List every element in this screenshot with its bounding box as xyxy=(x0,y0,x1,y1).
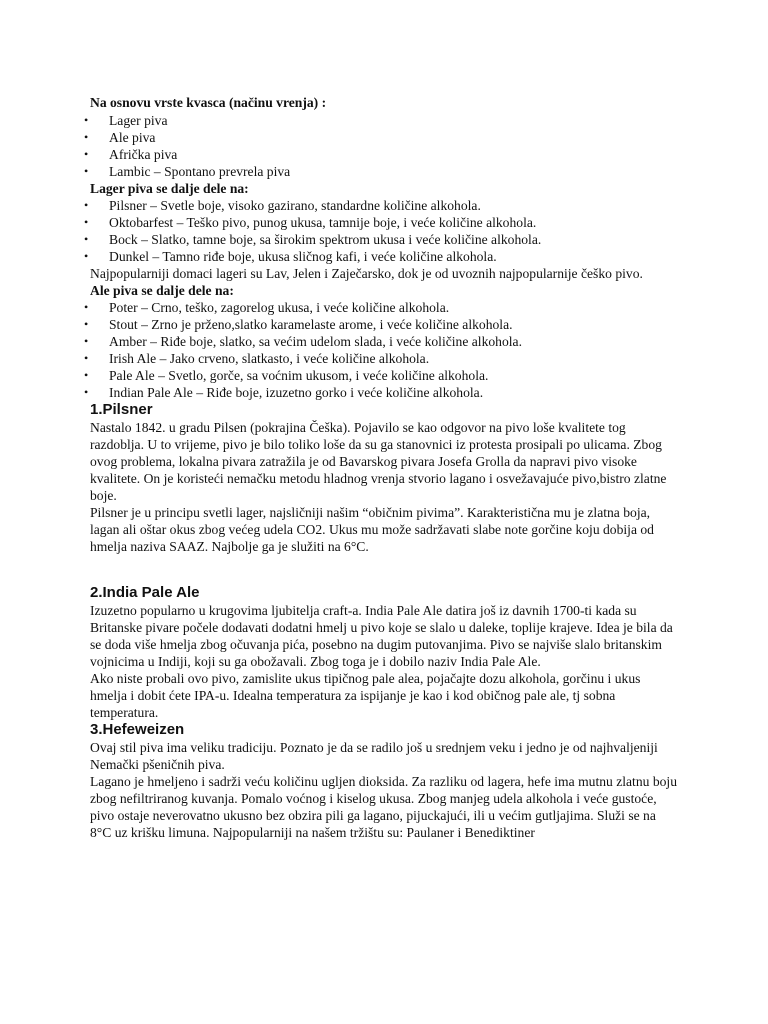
document-page xyxy=(90,94,680,841)
section-paragraph: Ako niste probali ovo pivo, zamislite ukus tipičnog pale alea, pojačajte dozu alkohola, gorčinu i ukus hmelja i dobit ćete IPA-u. Idealna temperatura za ispijanje je kao i kod običnog pale ale, tj sobna temperatura. xyxy=(90,671,641,720)
list-item: • Lambic – Spontano prevrela piva xyxy=(90,163,680,180)
list-item: • Poter – Crno, teško, zagorelog ukusa, i veće količine alkohola. xyxy=(90,299,680,316)
list-item: • Irish Ale – Jako crveno, slatkasto, i veće količine alkohola. xyxy=(90,350,680,367)
lager-list xyxy=(90,197,680,265)
section-title: 1.Pilsner xyxy=(90,401,153,418)
ale-heading: Ale piva se dalje dele na: xyxy=(90,283,234,298)
lager-heading: Lager piva se dalje dele na: xyxy=(90,181,249,196)
list-item: • Amber – Riđe boje, slatko, sa većim udelom slada, i veće količine alkohola. xyxy=(90,333,680,350)
list-item: • Ale piva xyxy=(90,129,680,146)
section-paragraph: Ovaj stil piva ima veliku tradiciju. Poznato je da se radilo još u srednjem veku i jedno je od najhvaljeniji Nemački pšeničnih piva. xyxy=(90,740,658,772)
list-item: • Lager piva xyxy=(90,112,680,129)
list-item: • Indian Pale Ale – Riđe boje, izuzetno gorko i veće količine alkohola. xyxy=(90,384,680,401)
lager-note: Najpopularniji domaci lageri su Lav, Jelen i Zaječarsko, dok je od uvoznih najpopularnije češko pivo. xyxy=(90,266,643,281)
section-paragraph: Pilsner je u principu svetli lager, najsličniji našim “običnim pivima”. Karakteristična mu je zlatna boja, lagan ali oštar okus zbog većeg udela CO2. Ukus mu može sadržavati slabe note gorčine koju dobija od hmelja naziva SAAZ. Najbolje ga je služiti na 6°C. xyxy=(90,505,654,554)
list-item: • Dunkel – Tamno riđe boje, ukusa sličnog kafi, i veće količine alkohola. xyxy=(90,248,680,265)
section-title: 2.India Pale Ale xyxy=(90,584,200,601)
intro-heading: Na osnovu vrste kvasca (načinu vrenja) : xyxy=(90,95,327,110)
section-paragraph: Lagano je hmeljeno i sadrži veću količinu ugljen dioksida. Za razliku od lagera, hefe ima mutnu zlatnu boju zbog nefiltriranog kuvanja. Pomalo voćnog i kiselog ukusa. Zbog manjeg udela alkohola i veće gustoće, pivo ostaje neverovatno ukusno bez obzira pili ga lagano, pijuckajući, ili u većim gutljajima. Služi se na 8°C uz krišku limuna. Najpopularniji na našem tržištu su: Paulaner i Benediktiner xyxy=(90,774,677,840)
section-paragraph: Izuzetno popularno u krugovima ljubitelja craft-a. India Pale Ale datira još iz davnih 1700-ti kada su Britanske pivare počele dodavati dodatni hmelj u pivo koje se slalo u daleke, toplije krajeve. Idea je bila da se doda više hmelja zbog očuvanja pića, posebno na dugim putovanjima. Pivo se najviše slalo britanskim vojnicima u Indiji, koji su ga obožavali. Zbog toga je i dobilo naziv India Pale Ale. xyxy=(90,603,673,669)
ale-list xyxy=(90,299,680,401)
section-paragraph: Nastalo 1842. u gradu Pilsen (pokrajina Češka). Pojavilo se kao odgovor na pivo loše kvalitete tog razdoblja. U to vrijeme, pivo je bilo toliko loše da su ga stanovnici iz protesta prosipali po ulicama. Zbog ovog problema, lokalna pivara zatražila je od Bavarskog pivara Josefa Grolla da napravi pivo visoke kvalitete. On je koristeći nemačku metodu hladnog vrenja stvorio lagano i osvežavajuće pivo,bistro zlatne boje. xyxy=(90,420,667,503)
list-item: • Stout – Zrno je prženo,slatko karamelaste arome, i veće količine alkohola. xyxy=(90,316,680,333)
list-item: • Bock – Slatko, tamne boje, sa širokim spektrom ukusa i veće količine alkohola. xyxy=(90,231,680,248)
list-item: • Afrička piva xyxy=(90,146,680,163)
yeast-type-list xyxy=(90,112,680,180)
list-item: • Oktobarfest – Teško pivo, punog ukusa, tamnije boje, i veće količine alkohola. xyxy=(90,214,680,231)
section-title: 3.Hefeweizen xyxy=(90,721,185,738)
list-item: • Pale Ale – Svetlo, gorče, sa voćnim ukusom, i veće količine alkohola. xyxy=(90,367,680,384)
list-item: • Pilsner – Svetle boje, visoko gazirano, standardne količine alkohola. xyxy=(90,197,680,214)
